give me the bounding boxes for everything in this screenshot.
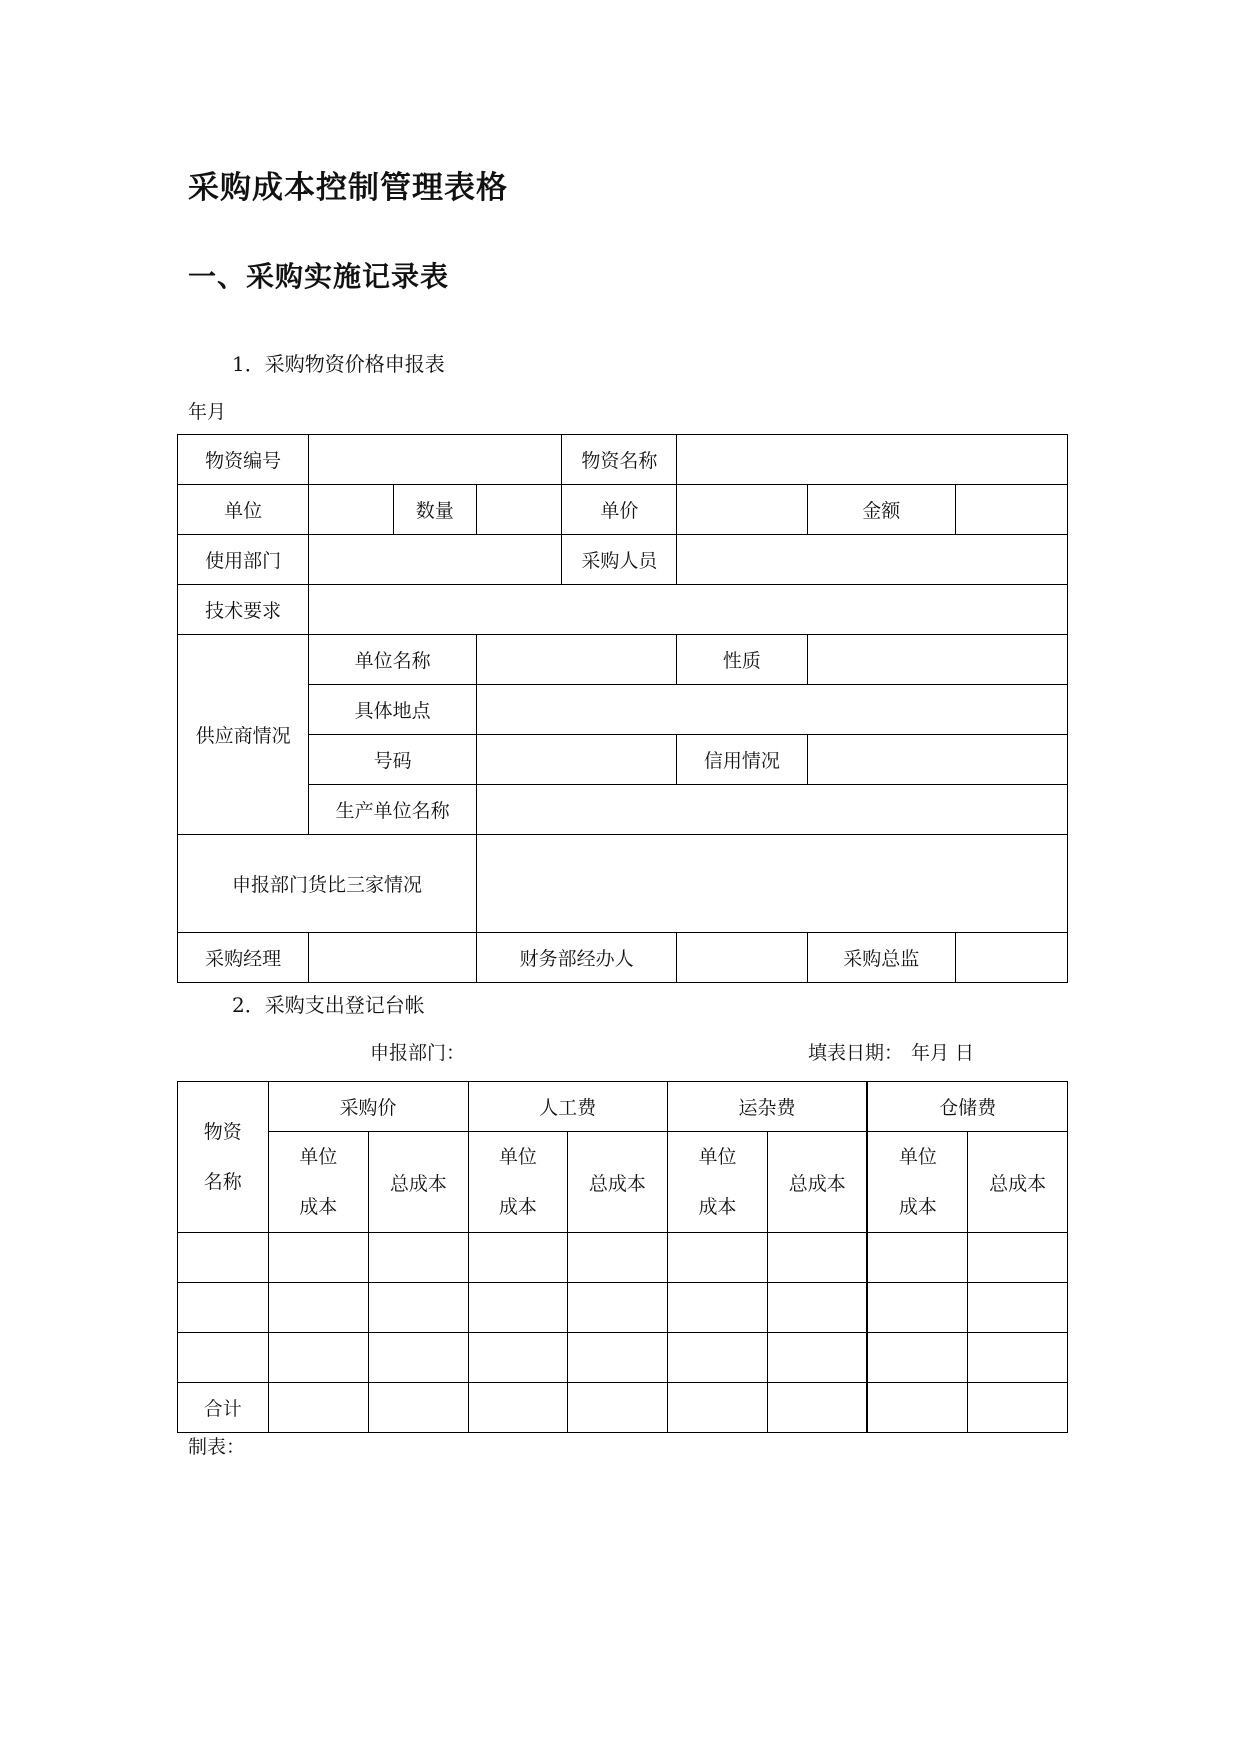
- unit-cost-line1: 单位: [498, 1146, 537, 1168]
- form1-heading: 1．采购物资价格申报表: [232, 352, 445, 376]
- cell[interactable]: [768, 1333, 868, 1383]
- label-address: 具体地点: [309, 685, 477, 735]
- subhead-unit-cost: [867, 1132, 968, 1233]
- cell[interactable]: [667, 1333, 768, 1383]
- subhead-total-cost: 总成本: [568, 1132, 668, 1233]
- cell[interactable]: [568, 1283, 668, 1333]
- label-material-code: 物资编号: [178, 435, 309, 485]
- cell[interactable]: [468, 1283, 568, 1333]
- total-row: [178, 1383, 1068, 1433]
- cell[interactable]: [667, 1283, 768, 1333]
- cell[interactable]: [867, 1383, 968, 1433]
- col-material-name-line2: 名称: [203, 1171, 242, 1193]
- cell[interactable]: [768, 1283, 868, 1333]
- field-material-name[interactable]: [677, 435, 1068, 485]
- label-purchase-director: 采购总监: [807, 933, 955, 983]
- cell[interactable]: [178, 1233, 269, 1283]
- subhead-total-cost: 总成本: [968, 1132, 1068, 1233]
- cell[interactable]: [968, 1383, 1068, 1433]
- label-using-dept: 使用部门: [178, 535, 309, 585]
- field-phone[interactable]: [476, 735, 676, 785]
- cell[interactable]: [468, 1383, 568, 1433]
- field-unit-price[interactable]: [677, 485, 807, 535]
- label-amount: 金额: [807, 485, 955, 535]
- field-company-name[interactable]: [476, 635, 676, 685]
- cell[interactable]: [369, 1333, 469, 1383]
- cell[interactable]: [968, 1233, 1068, 1283]
- group-purchase-price: 采购价: [268, 1082, 468, 1132]
- form2-dept-label: 申报部门：: [370, 1042, 466, 1064]
- table-row: [178, 1233, 1068, 1283]
- cell[interactable]: [268, 1233, 369, 1283]
- label-nature: 性质: [677, 635, 807, 685]
- cell[interactable]: [867, 1283, 968, 1333]
- subhead-total-cost: 总成本: [369, 1132, 469, 1233]
- cell[interactable]: [867, 1233, 968, 1283]
- label-material-name: 物资名称: [562, 435, 677, 485]
- cell[interactable]: [968, 1283, 1068, 1333]
- form2-heading: 2．采购支出登记台帐: [232, 993, 425, 1017]
- subhead-unit-cost: [468, 1132, 568, 1233]
- expense-ledger-table: [177, 1081, 1068, 1433]
- cell[interactable]: [369, 1233, 469, 1283]
- group-labor-cost: 人工费: [468, 1082, 667, 1132]
- table-row: [178, 1283, 1068, 1333]
- unit-cost-line1: 单位: [898, 1146, 937, 1168]
- cell[interactable]: [667, 1233, 768, 1283]
- col-material-name: [178, 1082, 269, 1233]
- label-unit-price: 单价: [562, 485, 677, 535]
- field-finance-handler[interactable]: [677, 933, 807, 983]
- label-purchaser: 采购人员: [562, 535, 677, 585]
- cell[interactable]: [468, 1333, 568, 1383]
- cell[interactable]: [178, 1283, 269, 1333]
- group-storage-cost: 仓储费: [867, 1082, 1067, 1132]
- cell[interactable]: [268, 1383, 369, 1433]
- cell[interactable]: [568, 1233, 668, 1283]
- field-three-quotes[interactable]: [476, 835, 1067, 933]
- cell[interactable]: [568, 1333, 668, 1383]
- group-transport-cost: 运杂费: [667, 1082, 867, 1132]
- label-tech-req: 技术要求: [178, 585, 309, 635]
- footer-prepared-by: 制表：: [188, 1436, 246, 1458]
- form2-date-label: 填表日期：: [808, 1042, 904, 1064]
- cell[interactable]: [768, 1383, 868, 1433]
- cell[interactable]: [667, 1383, 768, 1433]
- cell[interactable]: [468, 1233, 568, 1283]
- label-unit: 单位: [178, 485, 309, 535]
- cell[interactable]: [968, 1333, 1068, 1383]
- price-declaration-table: [177, 434, 1068, 983]
- field-address[interactable]: [476, 685, 1067, 735]
- field-unit[interactable]: [309, 485, 393, 535]
- page-title: 采购成本控制管理表格: [188, 170, 508, 206]
- label-credit: 信用情况: [677, 735, 807, 785]
- unit-cost-line2: 成本: [299, 1196, 338, 1218]
- label-finance-handler: 财务部经办人: [476, 933, 676, 983]
- label-phone: 号码: [309, 735, 477, 785]
- cell[interactable]: [568, 1383, 668, 1433]
- field-purchase-manager[interactable]: [309, 933, 477, 983]
- field-nature[interactable]: [807, 635, 1068, 685]
- field-purchaser[interactable]: [677, 535, 1068, 585]
- subhead-unit-cost: [268, 1132, 369, 1233]
- cell[interactable]: [178, 1333, 269, 1383]
- unit-cost-line1: 单位: [698, 1146, 737, 1168]
- section-heading: 一、采购实施记录表: [188, 260, 450, 293]
- label-producer-name: 生产单位名称: [309, 785, 477, 835]
- cell[interactable]: [768, 1233, 868, 1283]
- cell[interactable]: [867, 1333, 968, 1383]
- subhead-total-cost: 总成本: [768, 1132, 868, 1233]
- unit-cost-line1: 单位: [299, 1146, 338, 1168]
- cell[interactable]: [369, 1383, 469, 1433]
- cell[interactable]: [268, 1283, 369, 1333]
- total-row-label: 合计: [178, 1383, 269, 1433]
- label-supplier-info: 供应商情况: [178, 635, 309, 835]
- label-purchase-manager: 采购经理: [178, 933, 309, 983]
- unit-cost-line2: 成本: [698, 1196, 737, 1218]
- field-credit[interactable]: [807, 735, 1068, 785]
- label-company-name: 单位名称: [309, 635, 477, 685]
- label-quantity: 数量: [393, 485, 476, 535]
- label-three-quotes: 申报部门货比三家情况: [178, 835, 477, 933]
- field-amount[interactable]: [955, 485, 1067, 535]
- field-using-dept[interactable]: [309, 535, 562, 585]
- unit-cost-line2: 成本: [898, 1196, 937, 1218]
- field-material-code[interactable]: [309, 435, 562, 485]
- unit-cost-line2: 成本: [498, 1196, 537, 1218]
- subhead-unit-cost: [667, 1132, 768, 1233]
- field-quantity[interactable]: [476, 485, 561, 535]
- field-tech-req[interactable]: [309, 585, 1068, 635]
- form1-date-line: 年月: [188, 401, 227, 423]
- field-purchase-director[interactable]: [955, 933, 1067, 983]
- field-producer-name[interactable]: [476, 785, 1067, 835]
- cell[interactable]: [369, 1283, 469, 1333]
- col-material-name-line1: 物资: [203, 1121, 242, 1143]
- table-row: [178, 1333, 1068, 1383]
- cell[interactable]: [268, 1333, 369, 1383]
- form2-date-value: 年月 日: [911, 1042, 975, 1064]
